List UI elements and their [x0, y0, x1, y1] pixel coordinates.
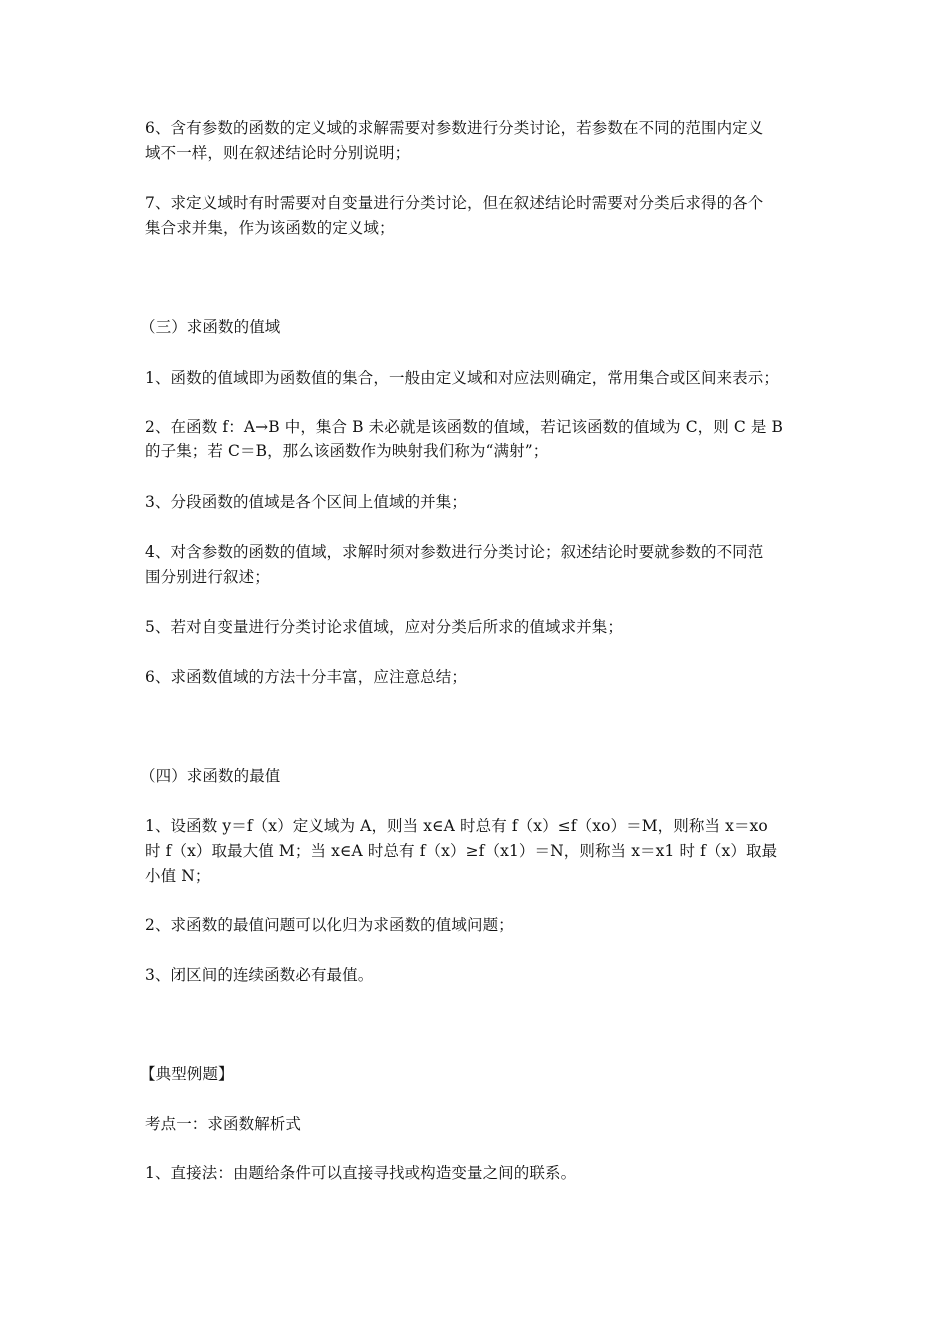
paragraph-line: 的子集；若 C＝B，那么该函数作为映射我们称为“满射”； [145, 442, 549, 460]
paragraph-line: 集合求并集，作为该函数的定义域； [145, 219, 395, 237]
paragraph-line: 1、设函数 y＝f（x）定义域为 A，则当 x∈A 时总有 f（x）≤f（xo）＝M，则称当 x＝xo [145, 817, 768, 835]
paragraph-line: 2、在函数 f：A→B 中，集合 B 未必就是该函数的值域，若记该函数的值域为 C，则 C 是 B [145, 418, 783, 436]
subsection-heading: 考点一：求函数解析式 [145, 1115, 302, 1133]
paragraph-line: 域不一样，则在叙述结论时分别说明； [145, 144, 411, 162]
section-heading: （四）求函数的最值 [140, 767, 281, 785]
paragraph-line: 3、分段函数的值域是各个区间上值域的并集； [145, 493, 467, 511]
paragraph-line: 5、若对自变量进行分类讨论求值域，应对分类后所求的值域求并集； [145, 618, 623, 636]
paragraph-line: 3、闭区间的连续函数必有最值。 [145, 966, 374, 984]
paragraph-line: 6、含有参数的函数的定义域的求解需要对参数进行分类讨论，若参数在不同的范围内定义 [145, 119, 764, 137]
paragraph-line: 4、对含参数的函数的值域，求解时须对参数进行分类讨论；叙述结论时要就参数的不同范 [145, 543, 764, 561]
section-heading: 【典型例题】 [140, 1065, 234, 1083]
paragraph-line: 2、求函数的最值问题可以化归为求函数的值域问题； [145, 916, 514, 934]
paragraph-line: 小值 N； [145, 867, 211, 885]
paragraph-line: 1、直接法：由题给条件可以直接寻找或构造变量之间的联系。 [145, 1164, 577, 1182]
section-heading: （三）求函数的值域 [140, 318, 281, 336]
paragraph-line: 围分别进行叙述； [145, 568, 270, 586]
paragraph-line: 7、求定义域时有时需要对自变量进行分类讨论，但在叙述结论时需要对分类后求得的各个 [145, 194, 764, 212]
paragraph-line: 6、求函数值域的方法十分丰富，应注意总结； [145, 668, 467, 686]
paragraph-line: 时 f（x）取最大值 M；当 x∈A 时总有 f（x）≥f（x1）＝N，则称当 x＝x1 时 f（x）取最 [145, 842, 778, 860]
paragraph-line: 1、函数的值域即为函数值的集合，一般由定义域和对应法则确定，常用集合或区间来表示； [145, 369, 779, 387]
